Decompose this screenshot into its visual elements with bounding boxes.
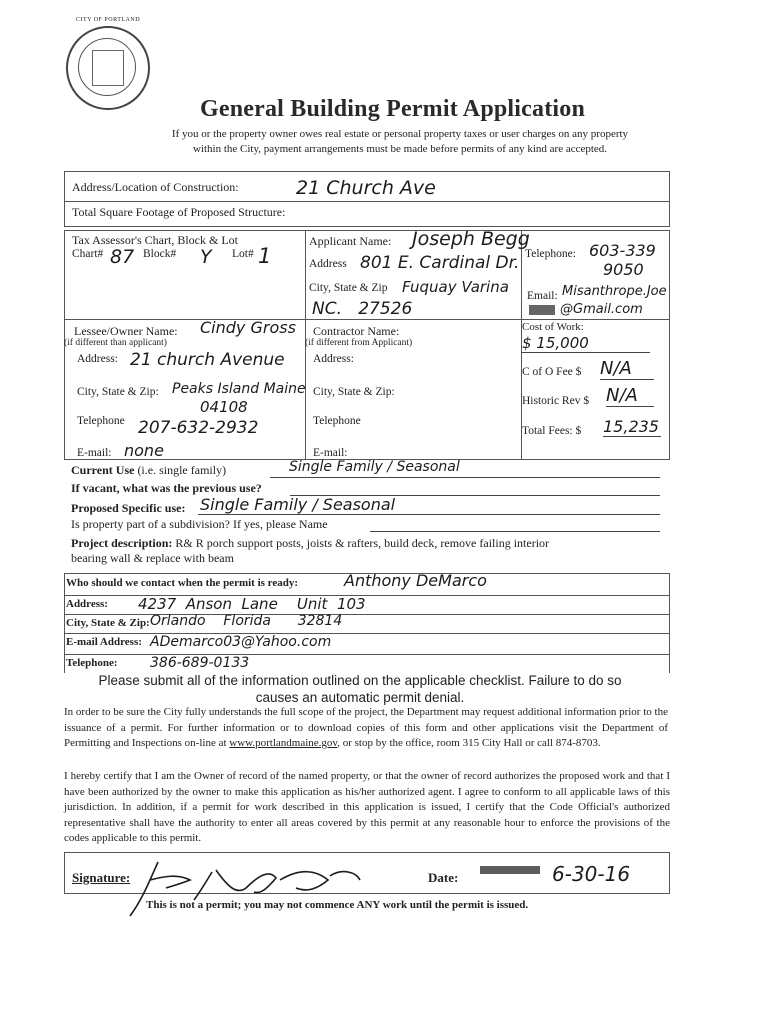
applicant-address-label: Address xyxy=(309,258,347,270)
permit-footer: This is not a permit; you may not commence ANY work until the permit is issued. xyxy=(146,899,529,911)
current-use-label: Current Use (i.e. single family) xyxy=(71,463,227,477)
lot-value[interactable]: 1 xyxy=(258,244,272,268)
portland-link[interactable]: www.portlandmaine.gov xyxy=(229,737,338,749)
owner-name-label: Lessee/Owner Name: xyxy=(74,324,178,338)
checklist-notice: Please submit all of the information outlined on the applicable checklist. Failure to do so causes an automatic permit denial. xyxy=(98,673,622,705)
historic-label: Historic Rev $ xyxy=(522,395,590,407)
applicant-name-value[interactable]: Joseph Begg xyxy=(412,228,530,250)
historic-value[interactable]: N/A xyxy=(606,385,654,407)
chart-label: Chart# xyxy=(72,248,104,260)
block-value[interactable]: Y xyxy=(200,246,212,268)
cofo-label: C of O Fee $ xyxy=(522,366,582,378)
contact-city-label: City, State & Zip: xyxy=(66,617,150,629)
current-use-value[interactable]: Single Family / Seasonal xyxy=(289,459,460,475)
applicant-city-label: City, State & Zip xyxy=(309,282,388,294)
info-paragraph: In order to be sure the City fully understands the full scope of the project, the Department may request additional information prior to the issuance of a permit. For further information or to download copies of this form and other applications visit the Department of Permitting and Inspections on-line at www.portlandmaine.gov, or stop by the office, room 315 City Hall or call 874-8703. xyxy=(64,706,668,749)
applicant-address-value[interactable]: 801 E. Cardinal Dr. xyxy=(360,253,520,273)
construction-address-value[interactable]: 21 Church Ave xyxy=(296,177,436,199)
cost-label: Cost of Work: xyxy=(522,321,584,333)
owner-zip-value[interactable]: 04108 xyxy=(200,398,248,416)
contact-phone-value[interactable]: 386-689-0133 xyxy=(150,655,250,671)
contact-phone-label: Telephone: xyxy=(66,657,118,669)
subdivision-label: Is property part of a subdivision? If yes, please Name xyxy=(71,517,328,531)
proposed-use-label: Proposed Specific use: xyxy=(71,501,186,515)
block-label: Block# xyxy=(143,248,177,260)
seal-text: CITY OF PORTLAND xyxy=(75,17,141,23)
contact-city-value[interactable]: Orlando Florida 32814 xyxy=(150,613,343,629)
signature-label: Signature: xyxy=(72,870,131,885)
contact-address-value[interactable]: 4237 Anson Lane Unit 103 xyxy=(138,595,366,613)
owner-city-label: City, State & Zip: xyxy=(77,386,159,398)
proposed-use-value[interactable]: Single Family / Seasonal xyxy=(200,495,396,514)
owner-phone-value[interactable]: 207-632-2932 xyxy=(138,418,259,438)
owner-note: (if different than applicant) xyxy=(64,338,167,348)
contractor-email-label: E-mail: xyxy=(313,447,348,459)
contractor-address-label: Address: xyxy=(313,353,354,365)
applicant-city-value[interactable]: Fuquay Varina xyxy=(402,278,509,296)
owner-phone-label: Telephone xyxy=(77,415,125,427)
intro-text: If you or the property owner owes real estate or personal property taxes or user charges on any property within the City, payment arrangements must be made before permits of any kind are accepted. xyxy=(171,128,629,155)
applicant-name-label: Applicant Name: xyxy=(309,234,392,248)
contractor-name-label: Contractor Name: xyxy=(313,324,400,338)
contact-email-value[interactable]: ADemarco03@Yahoo.com xyxy=(150,634,332,650)
owner-address-label: Address: xyxy=(77,353,118,365)
cost-value[interactable]: $ 15,000 xyxy=(522,334,650,353)
project-description: Project description: R& R porch support posts, joists & rafters, build deck, remove failing interior bearing wall & replace with beam xyxy=(71,536,550,565)
lot-label: Lot# xyxy=(232,248,254,260)
contractor-phone-label: Telephone xyxy=(313,415,361,427)
owner-city-value[interactable]: Peaks Island Maine xyxy=(172,381,306,397)
tax-label: Tax Assessor's Chart, Block & Lot xyxy=(72,233,238,247)
contact-who-value[interactable]: Anthony DeMarco xyxy=(344,571,487,590)
contractor-note: (if different from Applicant) xyxy=(305,338,413,348)
total-fees-label: Total Fees: $ xyxy=(522,425,582,437)
contractor-city-label: City, State & Zip: xyxy=(313,386,395,398)
date-label: Date: xyxy=(428,870,459,885)
owner-email-value[interactable]: none xyxy=(124,441,164,460)
owner-email-label: E-mail: xyxy=(77,447,112,459)
date-strike xyxy=(480,866,540,874)
applicant-phone-value-2[interactable]: 9050 xyxy=(603,260,644,279)
applicant-email-value[interactable]: Misanthrope.Joe xyxy=(562,284,667,299)
construction-address-label: Address/Location of Construction: xyxy=(72,180,239,194)
applicant-email-label: Email: xyxy=(527,290,558,302)
applicant-phone-label: Telephone: xyxy=(525,248,576,260)
vacant-label: If vacant, what was the previous use? xyxy=(71,481,262,495)
date-value[interactable]: 6-30-16 xyxy=(552,862,631,886)
contact-email-label: E-mail Address: xyxy=(66,636,142,648)
contact-address-label: Address: xyxy=(66,598,108,610)
applicant-phone-value[interactable]: 603-339 xyxy=(589,241,656,260)
owner-name-value[interactable]: Cindy Gross xyxy=(200,318,296,337)
applicant-email-value-2[interactable]: @Gmail.com xyxy=(560,302,643,317)
contact-who-label: Who should we contact when the permit is ready: xyxy=(66,577,299,589)
applicant-city-value-2[interactable]: NC. 27526 xyxy=(312,299,413,319)
cofo-value[interactable]: N/A xyxy=(600,358,654,380)
certification-paragraph: I hereby certify that I am the Owner of record of the named property, or that the owner of record authorizes the proposed work and that I have been authorized by the owner to make this application as his/her authorized agent. I agree to conform to all applicable laws of this jurisdiction. In addition, if a permit for work described in this application is issued, I certify that the Code Official's authorized representative shall have the authority to enter all areas covered by this permit at any reasonable hour to enforce the provisions of the codes applicable to this permit. xyxy=(64,770,670,844)
chart-value[interactable]: 87 xyxy=(110,246,135,268)
city-seal xyxy=(66,17,150,110)
scribble-mark xyxy=(529,305,555,315)
owner-address-value[interactable]: 21 church Avenue xyxy=(130,350,285,370)
total-fees-value[interactable]: 15,235 xyxy=(603,417,661,437)
sqft-label: Total Square Footage of Proposed Structure: xyxy=(72,205,286,219)
page-title: General Building Permit Application xyxy=(200,96,586,122)
